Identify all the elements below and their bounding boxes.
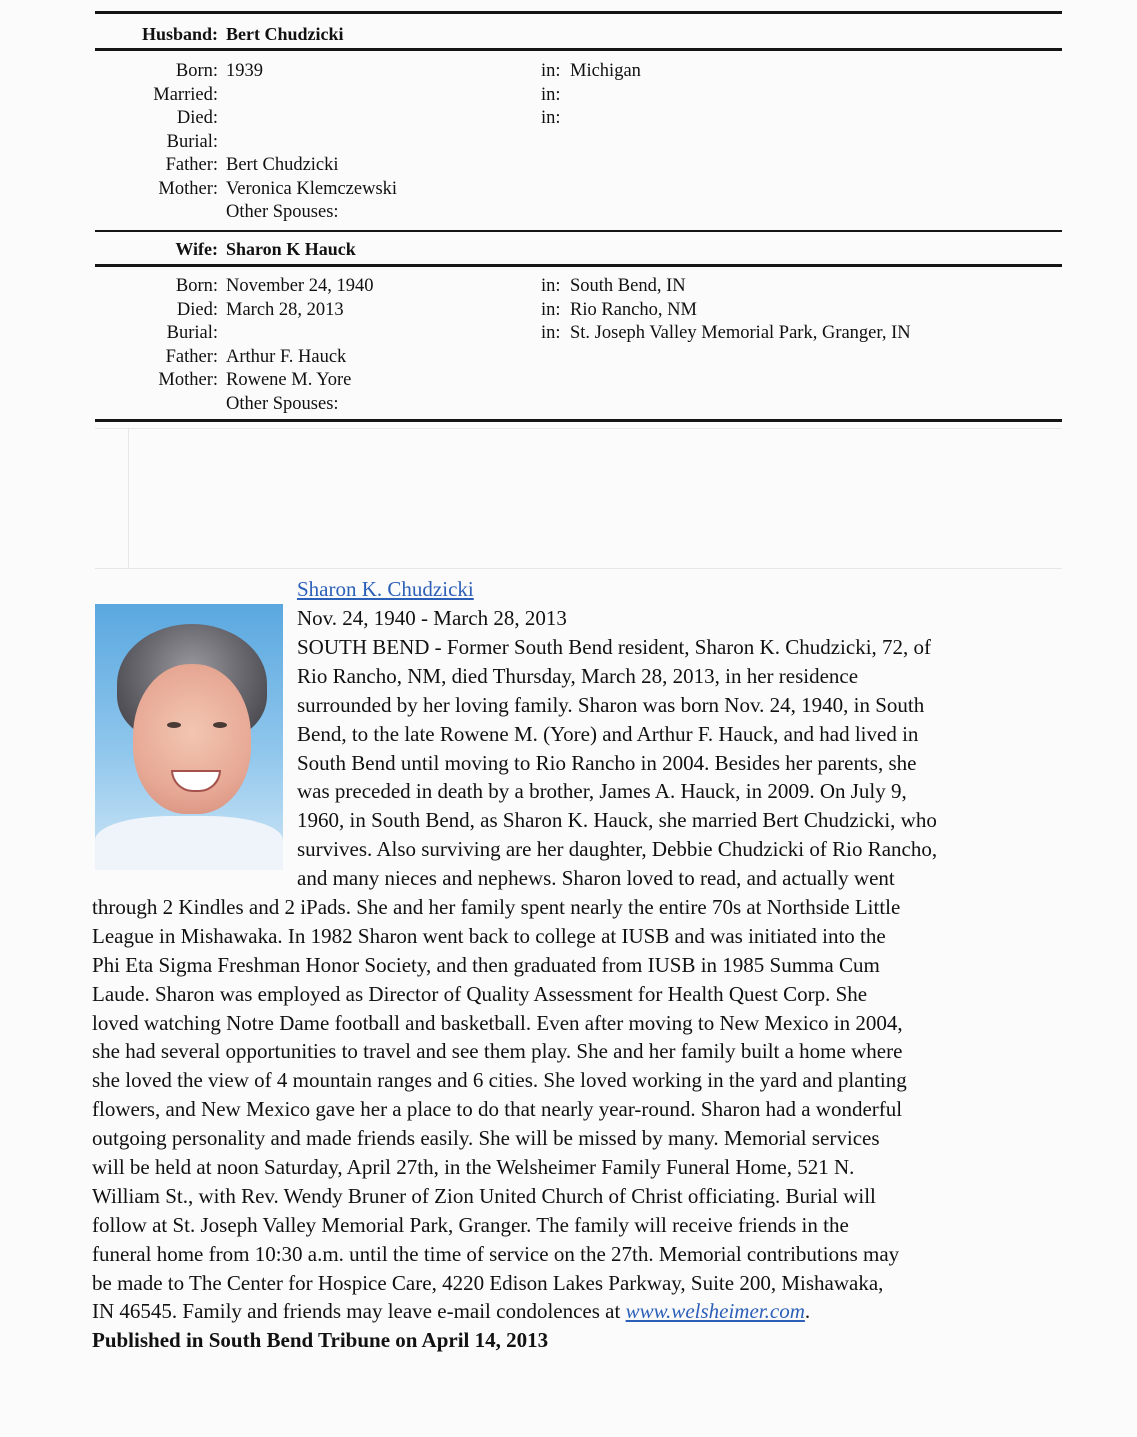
condolence-text: IN 46545. Family and friends may leave e-mail condolences at <box>92 1299 626 1323</box>
obituary-line: League in Mishawaka. In 1982 Sharon went back to college at IUSB and was initiated into the <box>92 923 886 948</box>
field-label: Burial: <box>166 131 218 152</box>
obituary-line: survives. Also surviving are her daughter, Debbie Chudzicki of Rio Rancho, <box>297 837 938 862</box>
photo-shirt <box>95 816 283 870</box>
field-label: Mother: <box>158 178 218 199</box>
field-label: Died: <box>176 299 218 320</box>
obituary-line: William St., with Rev. Wendy Bruner of Zion United Church of Christ officiating. Burial will <box>92 1183 876 1208</box>
place-value: Rio Rancho, NM <box>570 299 697 320</box>
bleed-through-rule <box>95 568 1062 569</box>
obituary-line: outgoing personality and made friends easily. She will be missed by many. Memorial services <box>92 1126 880 1151</box>
photo-eye-left <box>167 722 181 728</box>
sentence-end: . <box>804 1299 811 1323</box>
place-label: in: <box>541 323 561 343</box>
field-label: Married: <box>153 84 218 105</box>
wife-field-row <box>0 275 1137 298</box>
wife-field-row <box>0 346 1137 369</box>
place-label: in: <box>541 108 561 128</box>
obituary-line: loved watching Notre Dame football and basketball. Even after moving to New Mexico in 2004, <box>92 1010 903 1035</box>
husband-field-row <box>0 154 1137 177</box>
husband-heading-label: Husband: <box>141 24 218 44</box>
place-label: in: <box>541 61 561 81</box>
bleed-through-rule <box>95 428 1062 429</box>
obituary-line: surrounded by her loving family. Sharon was born Nov. 24, 1940, in South <box>297 692 925 717</box>
obituary-last-line <box>92 1297 810 1326</box>
funeral-home-link[interactable]: www.welsheimer.com <box>625 1299 805 1323</box>
field-value: November 24, 1940 <box>226 276 374 296</box>
field-value: Veronica Klemczewski <box>226 178 398 199</box>
obituary-line: was preceded in death by a brother, James A. Hauck, in 2009. On July 9, <box>297 779 907 804</box>
bleed-through-rule <box>128 428 129 568</box>
obituary-title-link[interactable]: Sharon K. Chudzicki <box>297 577 474 601</box>
wife-heading-name: Sharon K Hauck <box>226 239 356 259</box>
wife-field-row <box>0 322 1137 345</box>
field-value: 1939 <box>226 61 263 81</box>
obituary-line: South Bend until moving to Rio Rancho in 2004. Besides her parents, she <box>297 750 917 775</box>
place-value: St. Joseph Valley Memorial Park, Granger, IN <box>570 323 911 343</box>
obituary-line: and many nieces and nephews. Sharon loved to read, and actually went <box>297 866 895 891</box>
field-value: Rowene M. Yore <box>226 370 352 390</box>
field-label: Burial: <box>166 323 218 343</box>
obituary-line: will be held at noon Saturday, April 27th, in the Welsheimer Family Funeral Home, 521 N. <box>92 1155 855 1180</box>
place-label: in: <box>541 276 561 296</box>
wife-heading-rule <box>95 264 1062 267</box>
obituary-body-full-width <box>92 893 907 1297</box>
husband-heading-rule <box>95 48 1062 51</box>
field-value: Arthur F. Hauck <box>226 346 347 367</box>
photo-eye-right <box>213 722 227 728</box>
husband-heading <box>0 24 1137 48</box>
top-rule <box>95 11 1062 14</box>
obituary-dates: Nov. 24, 1940 - March 28, 2013 <box>297 606 567 630</box>
obituary-line: she loved the view of 4 mountain ranges and 6 cities. She loved working in the yard and planting <box>92 1068 907 1093</box>
obituary-line: funeral home from 10:30 a.m. until the time of service on the 27th. Memorial contributions may <box>92 1241 900 1266</box>
obituary-line: she had several opportunities to travel and see them play. She and her family built a home where <box>92 1039 903 1064</box>
obituary-photo <box>95 604 283 870</box>
wife-heading-label: Wife: <box>175 239 218 259</box>
field-label: Mother: <box>158 370 218 390</box>
obituary-line: be made to The Center for Hospice Care, 4220 Edison Lakes Parkway, Suite 200, Mishawaka, <box>92 1270 884 1295</box>
wife-field-row <box>0 369 1137 392</box>
publication-note: Published in South Bend Tribune on April 14, 2013 <box>92 1328 549 1352</box>
place-label: in: <box>541 299 561 320</box>
husband-field-row <box>0 84 1137 107</box>
bottom-rule <box>95 419 1062 422</box>
field-label: Born: <box>175 276 218 296</box>
place-value: Michigan <box>570 61 641 81</box>
obituary-line: flowers, and New Mexico gave her a place to do that nearly year-round. Sharon had a wonderful <box>92 1097 903 1122</box>
field-value: Bert Chudzicki <box>226 155 339 175</box>
husband-heading-name: Bert Chudzicki <box>226 24 344 44</box>
husband-field-row <box>0 60 1137 83</box>
place-value: South Bend, IN <box>570 276 686 296</box>
field-label: Father: <box>165 346 218 367</box>
place-label: in: <box>541 84 561 105</box>
field-value: March 28, 2013 <box>226 299 344 320</box>
husband-other-spouses: Other Spouses: <box>226 202 339 222</box>
obituary-line: SOUTH BEND - Former South Bend resident, Sharon K. Chudzicki, 72, of <box>297 635 932 659</box>
wife-field-row <box>0 299 1137 322</box>
obituary-line: follow at St. Joseph Valley Memorial Park, Granger. The family will receive friends in the <box>92 1212 849 1237</box>
wife-top-rule <box>95 230 1062 232</box>
husband-field-row <box>0 107 1137 130</box>
field-label: Father: <box>165 155 218 175</box>
obituary-body-beside-photo <box>297 633 937 893</box>
husband-field-row <box>0 178 1137 201</box>
obituary-line: Laude. Sharon was employed as Director of Quality Assessment for Health Quest Corp. She <box>92 981 868 1006</box>
obituary-line: through 2 Kindles and 2 iPads. She and her family spent nearly the entire 70s at Northside Little <box>92 895 901 919</box>
obituary-line: 1960, in South Bend, as Sharon K. Hauck, she married Bert Chudzicki, who <box>297 808 937 833</box>
husband-field-row <box>0 131 1137 154</box>
field-label: Born: <box>175 61 218 81</box>
wife-heading <box>0 239 1137 263</box>
obituary-line: Bend, to the late Rowene M. (Yore) and Arthur F. Hauck, and had lived in <box>297 721 919 746</box>
wife-other-spouses: Other Spouses: <box>226 394 339 414</box>
obituary-line: Rio Rancho, NM, died Thursday, March 28, 2013, in her residence <box>297 663 859 688</box>
obituary-line: Phi Eta Sigma Freshman Honor Society, and then graduated from IUSB in 1985 Summa Cum <box>92 952 880 977</box>
field-label: Died: <box>176 108 218 128</box>
